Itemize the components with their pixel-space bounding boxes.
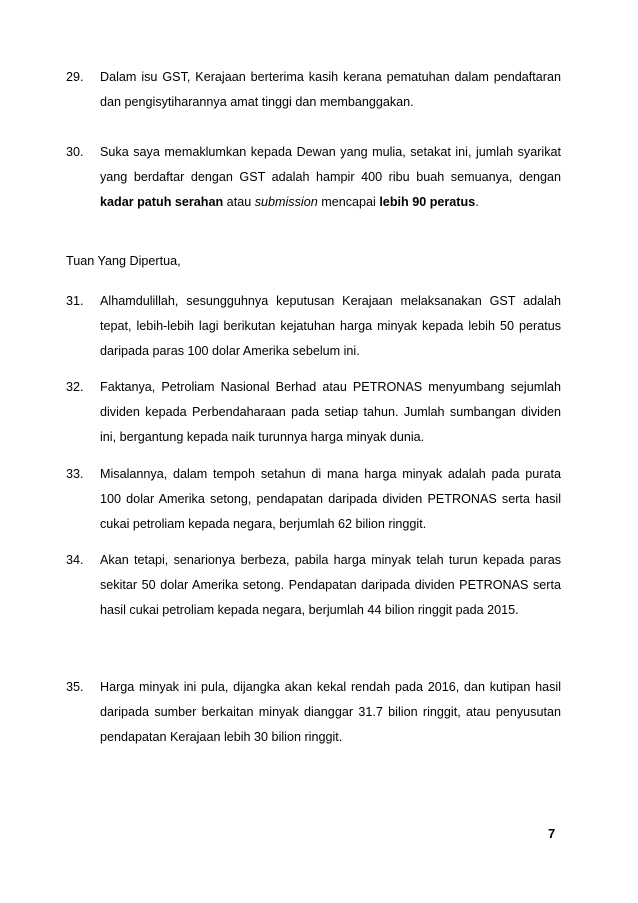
paragraph-text: [100, 462, 561, 537]
paragraph-text: [100, 289, 561, 364]
paragraph-text: [100, 675, 561, 750]
text-run: Misalannya, dalam tempoh setahun di mana harga minyak adalah pada purata 100 dolar Amerika setong, pendapatan daripada dividen PETRONAS serta hasil cukai petroliam kepada negara, berjumlah 62 bilion ringgit.: [100, 467, 561, 531]
paragraph-35: [66, 675, 561, 750]
paragraph-number: 32.: [66, 380, 84, 394]
paragraph-number: 35.: [66, 680, 84, 694]
paragraph-29: [66, 65, 561, 115]
paragraph-text: [100, 375, 561, 450]
paragraph-number: 29.: [66, 70, 84, 84]
text-run: Harga minyak ini pula, dijangka akan kekal rendah pada 2016, dan kutipan hasil daripada sumber berkaitan minyak dianggar 31.7 bilion ringgit, atau penyusutan pendapatan Kerajaan lebih 30 bilion ringgit.: [100, 680, 561, 744]
text-run: Akan tetapi, senarionya berbeza, pabila harga minyak telah turun kepada paras sekitar 50 dolar Amerika setong. Pendapatan daripada dividen PETRONAS serta hasil cukai petroliam kepada negara, berjumlah 44 bilion ringgit pada 2015.: [100, 553, 561, 617]
bold-text-run: kadar patuh serahan: [100, 195, 224, 209]
paragraph-number: 34.: [66, 553, 84, 567]
paragraph-34: [66, 548, 561, 623]
paragraph-33: [66, 462, 561, 537]
text-run: Alhamdulillah, sesungguhnya keputusan Kerajaan melaksanakan GST adalah tepat, lebih-lebih lagi berikutan kejatuhan harga minyak kepada lebih 50 peratus daripada paras 100 dolar Amerika sebelum ini.: [100, 294, 561, 358]
paragraph-text: [100, 65, 561, 115]
text-run: mencapai: [317, 195, 380, 209]
paragraph-text: [100, 548, 561, 623]
paragraph-text: [100, 140, 561, 215]
text-run: atau: [223, 195, 255, 209]
paragraph-32: [66, 375, 561, 450]
text-run: Faktanya, Petroliam Nasional Berhad atau PETRONAS menyumbang sejumlah dividen kepada Perbendaharaan pada setiap tahun. Jumlah sumbangan dividen ini, bergantung kepada naik turunnya harga minyak dunia.: [100, 380, 561, 444]
salutation: Tuan Yang Dipertua,: [66, 254, 181, 268]
paragraph-number: 31.: [66, 294, 84, 308]
text-run: .: [475, 195, 479, 209]
paragraph-31: [66, 289, 561, 364]
text-run: Suka saya memaklumkan kepada Dewan yang mulia, setakat ini, jumlah syarikat yang berdaftar dengan GST adalah hampir 400 ribu buah semuanya, dengan: [100, 145, 561, 184]
text-run: Dalam isu GST, Kerajaan berterima kasih kerana pematuhan dalam pendaftaran dan pengisytiharannya amat tinggi dan membanggakan.: [100, 70, 561, 109]
paragraph-number: 30.: [66, 145, 84, 159]
paragraph-number: 33.: [66, 467, 84, 481]
bold-text-run: lebih 90 peratus: [379, 195, 476, 209]
italic-text-run: submission: [254, 195, 318, 209]
paragraph-30: [66, 140, 561, 215]
page-number: 7: [548, 826, 556, 841]
